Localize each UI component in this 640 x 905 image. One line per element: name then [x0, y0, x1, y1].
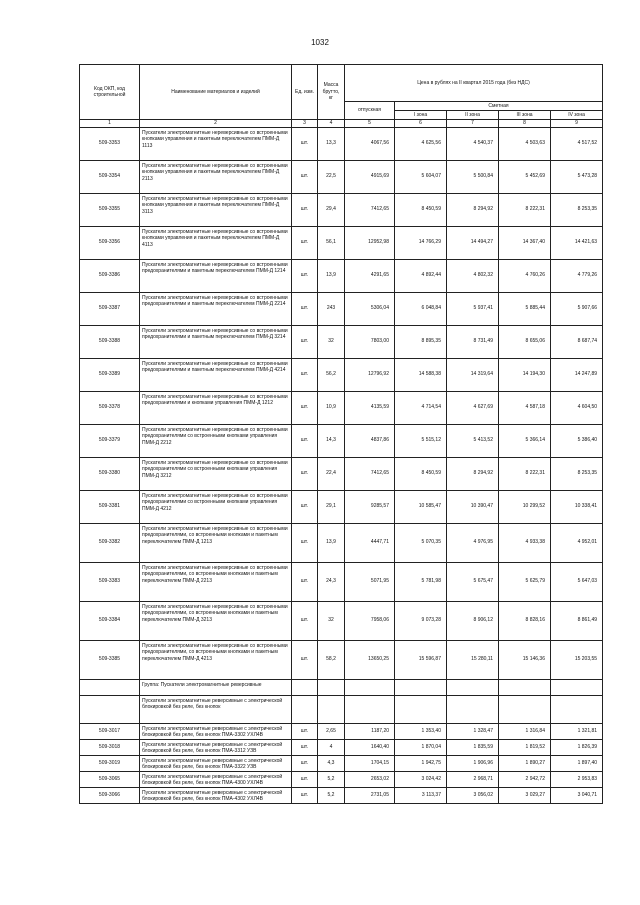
cell-price-zone-1: 4 892,44 [395, 259, 447, 292]
cell-unit: шт. [292, 259, 318, 292]
cell-code: 509-3383 [80, 562, 140, 601]
col-number: 9 [551, 120, 603, 128]
cell-price-zone-3: 8 222,31 [499, 193, 551, 226]
table-row [80, 523, 603, 562]
cell-price-zone-2: 4 976,95 [447, 523, 499, 562]
cell-price-zone-4: 4 779,26 [551, 259, 603, 292]
cell-code: 509-3379 [80, 424, 140, 457]
cell-unit: шт. [292, 160, 318, 193]
cell-price-otpusk: 1187,20 [345, 723, 395, 739]
cell-code: 509-3017 [80, 723, 140, 739]
cell-price-otpusk: 9285,57 [345, 490, 395, 523]
cell-name: Пускатели электромагнитные нереверсивные со встроенными предохранителями со встроенными кнопками управления ПММ-Д 2212 [140, 424, 292, 457]
table-row [80, 292, 603, 325]
cell-unit [292, 679, 318, 695]
cell-price-zone-2: 2 968,71 [447, 771, 499, 787]
cell-price-zone-3: 5 885,44 [499, 292, 551, 325]
cell-mass [318, 695, 345, 723]
table-row [80, 601, 603, 640]
cell-price-zone-3: 8 655,06 [499, 325, 551, 358]
cell-code: 509-3019 [80, 755, 140, 771]
col-number: 4 [318, 120, 345, 128]
cell-price-zone-4: 5 907,66 [551, 292, 603, 325]
cell-price-zone-2: 5 675,47 [447, 562, 499, 601]
cell-code: 509-3382 [80, 523, 140, 562]
cell-price-zone-3: 14 367,40 [499, 226, 551, 259]
cell-code [80, 695, 140, 723]
cell-price-zone-2: 8 294,92 [447, 457, 499, 490]
cell-mass: 29,4 [318, 193, 345, 226]
cell-price-zone-3: 5 452,69 [499, 160, 551, 193]
cell-code: 509-3354 [80, 160, 140, 193]
cell-unit: шт. [292, 325, 318, 358]
table-row [80, 787, 603, 803]
cell-price-zone-1: 8 895,35 [395, 325, 447, 358]
cell-price-zone-3: 8 828,16 [499, 601, 551, 640]
price-table [79, 64, 603, 804]
cell-price-zone-4: 1 897,40 [551, 755, 603, 771]
cell-code: 509-3386 [80, 259, 140, 292]
cell-mass: 29,1 [318, 490, 345, 523]
cell-mass: 4 [318, 739, 345, 755]
col-number: 5 [345, 120, 395, 128]
cell-mass: 14,3 [318, 424, 345, 457]
cell-price-otpusk: 2653,02 [345, 771, 395, 787]
cell-unit: шт. [292, 391, 318, 424]
cell-price-zone-3: 5 366,14 [499, 424, 551, 457]
cell-name: Пускатели электромагнитные нереверсивные со встроенными кнопками управления и пакетным переключателем ПММ-Д 2113 [140, 160, 292, 193]
cell-price-zone-2: 8 294,92 [447, 193, 499, 226]
table-row [80, 193, 603, 226]
table-row [80, 259, 603, 292]
cell-code: 509-3380 [80, 457, 140, 490]
cell-price-zone-1: 1 942,75 [395, 755, 447, 771]
cell-price-zone-3: 2 942,72 [499, 771, 551, 787]
cell-code: 509-3066 [80, 787, 140, 803]
header-zone-2: II зона [447, 111, 499, 120]
cell-code: 509-3378 [80, 391, 140, 424]
cell-price-zone-4: 5 647,03 [551, 562, 603, 601]
table-row [80, 325, 603, 358]
cell-price-zone-4: 4 604,50 [551, 391, 603, 424]
cell-price-zone-2 [447, 695, 499, 723]
cell-price-zone-2: 14 494,27 [447, 226, 499, 259]
table-row [80, 127, 603, 160]
cell-price-zone-2 [447, 679, 499, 695]
cell-price-otpusk: 13650,25 [345, 640, 395, 679]
cell-price-zone-3: 8 222,31 [499, 457, 551, 490]
cell-price-zone-1: 6 048,84 [395, 292, 447, 325]
cell-price-zone-1: 5 515,12 [395, 424, 447, 457]
table-row [80, 391, 603, 424]
cell-price-zone-1: 10 585,47 [395, 490, 447, 523]
cell-name: Пускатели электромагнитные нереверсивные со встроенными кнопками управления и пакетным переключателем ПММ-Д 3113 [140, 193, 292, 226]
cell-price-zone-1: 8 450,59 [395, 457, 447, 490]
cell-unit: шт. [292, 358, 318, 391]
cell-price-zone-2: 4 627,69 [447, 391, 499, 424]
cell-mass [318, 679, 345, 695]
table-row [80, 358, 603, 391]
cell-price-zone-4: 14 247,89 [551, 358, 603, 391]
header-zone-1: I зона [395, 111, 447, 120]
col-number: 3 [292, 120, 318, 128]
cell-unit: шт. [292, 490, 318, 523]
cell-price-zone-4: 15 203,55 [551, 640, 603, 679]
cell-price-zone-4: 5 473,28 [551, 160, 603, 193]
cell-name: Пускатели электромагнитные реверсивные с электрической блокировкой без реле, без кнопок ПМА-3302 УХЛ4В [140, 723, 292, 739]
col-number: 7 [447, 120, 499, 128]
cell-name: Пускатели электромагнитные реверсивные с электрической блокировкой без реле, без кнопок ПМА-4302 УХЛ4В [140, 787, 292, 803]
table-row [80, 457, 603, 490]
cell-unit: шт. [292, 739, 318, 755]
table-row [80, 695, 603, 723]
cell-code: 509-3384 [80, 601, 140, 640]
cell-price-zone-1: 4 714,54 [395, 391, 447, 424]
cell-name: Пускатели электромагнитные нереверсивные со встроенными предохранителями со встроенными кнопками управления ПММ-Д 3212 [140, 457, 292, 490]
cell-name: Пускатели электромагнитные нереверсивные со встроенными предохранителями и пакетным переключателем ПММ-Д 4214 [140, 358, 292, 391]
cell-price-zone-3: 1 316,84 [499, 723, 551, 739]
cell-unit: шт. [292, 523, 318, 562]
cell-price-zone-1: 5 070,35 [395, 523, 447, 562]
cell-price-otpusk: 7412,65 [345, 193, 395, 226]
cell-price-zone-2: 8 906,12 [447, 601, 499, 640]
cell-price-zone-2: 8 731,49 [447, 325, 499, 358]
cell-code: 509-3356 [80, 226, 140, 259]
cell-name: Пускатели электромагнитные нереверсивные со встроенными предохранителями, со встроенными кнопками и пакетным переключателем ПММ-Д 3213 [140, 601, 292, 640]
cell-unit: шт. [292, 640, 318, 679]
cell-price-zone-2: 10 390,47 [447, 490, 499, 523]
cell-price-zone-3 [499, 695, 551, 723]
cell-unit: шт. [292, 457, 318, 490]
cell-price-zone-4: 4 517,52 [551, 127, 603, 160]
table-row [80, 771, 603, 787]
cell-price-zone-2: 5 937,41 [447, 292, 499, 325]
cell-mass: 22,4 [318, 457, 345, 490]
header-unit: Ед. изм. [292, 65, 318, 120]
header-zone-3: III зона [499, 111, 551, 120]
cell-price-zone-1 [395, 695, 447, 723]
cell-unit: шт. [292, 601, 318, 640]
cell-price-zone-4: 4 952,01 [551, 523, 603, 562]
cell-name: Пускатели электромагнитные нереверсивные со встроенными кнопками управления и пакетным переключателем ПММ-Д 1113 [140, 127, 292, 160]
cell-price-otpusk: 4135,59 [345, 391, 395, 424]
cell-price-otpusk: 5071,95 [345, 562, 395, 601]
cell-unit: шт. [292, 755, 318, 771]
cell-price-zone-4: 8 687,74 [551, 325, 603, 358]
cell-price-otpusk: 2731,05 [345, 787, 395, 803]
cell-code: 509-3389 [80, 358, 140, 391]
cell-name: Пускатели электромагнитные реверсивные с электрической блокировкой без реле, без кнопок [140, 695, 292, 723]
cell-price-zone-1: 1 353,40 [395, 723, 447, 739]
cell-price-zone-4: 1 321,81 [551, 723, 603, 739]
cell-name: Группа: Пускатели электромагнитные реверсивные [140, 679, 292, 695]
cell-code [80, 679, 140, 695]
cell-name: Пускатели электромагнитные реверсивные с электрической блокировкой без реле, без кнопок ПМА-3322 УЗВ [140, 755, 292, 771]
cell-mass: 32 [318, 601, 345, 640]
cell-price-zone-1: 5 604,07 [395, 160, 447, 193]
cell-name: Пускатели электромагнитные нереверсивные со встроенными предохранителями со встроенными кнопками управления ПММ-Д 4212 [140, 490, 292, 523]
cell-price-zone-2: 1 835,59 [447, 739, 499, 755]
cell-price-zone-4: 5 386,40 [551, 424, 603, 457]
table-row [80, 679, 603, 695]
col-number: 6 [395, 120, 447, 128]
cell-mass: 56,2 [318, 358, 345, 391]
cell-mass: 4,3 [318, 755, 345, 771]
cell-price-zone-3: 15 146,36 [499, 640, 551, 679]
cell-price-zone-1: 1 870,04 [395, 739, 447, 755]
cell-price-zone-1: 4 625,56 [395, 127, 447, 160]
cell-price-otpusk: 12952,98 [345, 226, 395, 259]
cell-code: 509-3387 [80, 292, 140, 325]
cell-unit: шт. [292, 292, 318, 325]
cell-code: 509-3355 [80, 193, 140, 226]
col-number: 2 [140, 120, 292, 128]
table-row [80, 424, 603, 457]
cell-price-zone-1: 8 450,59 [395, 193, 447, 226]
header-okp: Код ОКП, код строительной [80, 65, 140, 120]
cell-price-zone-1 [395, 679, 447, 695]
cell-code: 509-3381 [80, 490, 140, 523]
cell-price-zone-3: 10 299,52 [499, 490, 551, 523]
cell-price-otpusk: 4447,71 [345, 523, 395, 562]
cell-price-otpusk [345, 679, 395, 695]
cell-unit: шт. [292, 226, 318, 259]
cell-price-otpusk: 4291,65 [345, 259, 395, 292]
cell-price-zone-3: 14 194,30 [499, 358, 551, 391]
table-row [80, 160, 603, 193]
header-name: Наименование материалов и изделий [140, 65, 292, 120]
cell-unit: шт. [292, 771, 318, 787]
header-mass: Масса брутто, кг [318, 65, 345, 120]
cell-code: 509-3065 [80, 771, 140, 787]
cell-name: Пускатели электромагнитные реверсивные с электрической блокировкой без реле, без кнопок ПМА-4300 УХЛ4В [140, 771, 292, 787]
cell-price-zone-3: 4 503,63 [499, 127, 551, 160]
cell-price-zone-2: 3 056,02 [447, 787, 499, 803]
cell-price-zone-2: 4 802,32 [447, 259, 499, 292]
table-row [80, 723, 603, 739]
cell-price-otpusk: 4067,56 [345, 127, 395, 160]
cell-price-zone-4: 2 953,83 [551, 771, 603, 787]
cell-name: Пускатели электромагнитные нереверсивные со встроенными предохранителями и пакетным переключателем ПММ-Д 1214 [140, 259, 292, 292]
cell-price-zone-4: 8 861,49 [551, 601, 603, 640]
cell-price-zone-4: 1 826,39 [551, 739, 603, 755]
cell-price-zone-1: 3 024,42 [395, 771, 447, 787]
cell-price-otpusk [345, 695, 395, 723]
cell-price-otpusk: 7958,06 [345, 601, 395, 640]
cell-mass: 13,9 [318, 259, 345, 292]
cell-code: 509-3388 [80, 325, 140, 358]
header-otpusk: отпускная [345, 102, 395, 120]
cell-unit: шт. [292, 562, 318, 601]
cell-price-otpusk: 4915,69 [345, 160, 395, 193]
cell-price-zone-2: 4 540,37 [447, 127, 499, 160]
cell-name: Пускатели электромагнитные нереверсивные со встроенными предохранителями, со встроенными кнопками и пакетным переключателем ПММ-Д 2213 [140, 562, 292, 601]
cell-price-zone-3: 5 625,79 [499, 562, 551, 601]
cell-mass: 13,9 [318, 523, 345, 562]
cell-name: Пускатели электромагнитные нереверсивные со встроенными предохранителями, со встроенными кнопками и пакетным переключателем ПММ-Д 4213 [140, 640, 292, 679]
cell-unit [292, 695, 318, 723]
cell-price-otpusk: 7803,00 [345, 325, 395, 358]
cell-price-zone-4: 14 421,63 [551, 226, 603, 259]
cell-price-otpusk: 5306,04 [345, 292, 395, 325]
cell-price-zone-1: 14 766,29 [395, 226, 447, 259]
cell-name: Пускатели электромагнитные нереверсивные со встроенными предохранителями и пакетным переключателем ПММ-Д 2214 [140, 292, 292, 325]
table-row [80, 490, 603, 523]
cell-mass: 5,2 [318, 787, 345, 803]
cell-mass: 13,3 [318, 127, 345, 160]
table-row [80, 640, 603, 679]
cell-mass: 5,2 [318, 771, 345, 787]
cell-price-zone-2: 15 280,11 [447, 640, 499, 679]
cell-price-zone-3: 4 933,38 [499, 523, 551, 562]
cell-unit: шт. [292, 787, 318, 803]
col-number: 1 [80, 120, 140, 128]
cell-price-zone-2: 1 906,96 [447, 755, 499, 771]
cell-code: 509-3018 [80, 739, 140, 755]
cell-price-zone-4: 3 040,71 [551, 787, 603, 803]
header-price-title: Цена в рублях на II квартал 2015 года (без НДС) [345, 65, 603, 102]
cell-mass: 56,1 [318, 226, 345, 259]
cell-price-zone-3: 3 029,27 [499, 787, 551, 803]
cell-mass: 32 [318, 325, 345, 358]
cell-price-zone-4 [551, 695, 603, 723]
cell-code: 509-3353 [80, 127, 140, 160]
cell-name: Пускатели электромагнитные нереверсивные со встроенными кнопками управления и пакетным переключателем ПММ-Д 4113 [140, 226, 292, 259]
cell-price-zone-1: 15 596,87 [395, 640, 447, 679]
cell-unit: шт. [292, 127, 318, 160]
table-row [80, 755, 603, 771]
cell-mass: 243 [318, 292, 345, 325]
cell-price-zone-2: 5 413,52 [447, 424, 499, 457]
cell-name: Пускатели электромагнитные нереверсивные со встроенными предохранителями, со встроенными кнопками и пакетным переключателем ПММ-Д 1213 [140, 523, 292, 562]
table-row [80, 739, 603, 755]
cell-price-zone-4 [551, 679, 603, 695]
cell-price-zone-1: 9 073,28 [395, 601, 447, 640]
cell-price-zone-3: 1 819,52 [499, 739, 551, 755]
table-row [80, 562, 603, 601]
cell-mass: 24,3 [318, 562, 345, 601]
cell-price-zone-2: 14 319,64 [447, 358, 499, 391]
cell-price-zone-1: 3 113,37 [395, 787, 447, 803]
cell-price-zone-2: 5 500,84 [447, 160, 499, 193]
cell-mass: 22,5 [318, 160, 345, 193]
table-row [80, 226, 603, 259]
cell-name: Пускатели электромагнитные реверсивные с электрической блокировкой без реле, без кнопок ПМА-3312 УЗВ [140, 739, 292, 755]
cell-price-zone-3: 4 760,26 [499, 259, 551, 292]
cell-price-otpusk: 7412,65 [345, 457, 395, 490]
header-zone-4: IV зона [551, 111, 603, 120]
cell-code: 509-3385 [80, 640, 140, 679]
cell-mass: 58,2 [318, 640, 345, 679]
cell-price-zone-3 [499, 679, 551, 695]
header-smetnaya: Сметная [395, 102, 603, 111]
cell-unit: шт. [292, 193, 318, 226]
cell-price-zone-3: 4 587,18 [499, 391, 551, 424]
cell-mass: 10,9 [318, 391, 345, 424]
cell-price-zone-1: 14 588,38 [395, 358, 447, 391]
cell-price-zone-4: 10 338,41 [551, 490, 603, 523]
cell-price-otpusk: 12796,92 [345, 358, 395, 391]
cell-price-zone-1: 5 781,98 [395, 562, 447, 601]
cell-price-otpusk: 1640,40 [345, 739, 395, 755]
page-number: 1032 [311, 38, 329, 47]
cell-name: Пускатели электромагнитные нереверсивные со встроенными предохранителями и пакетным переключателем ПММ-Д 3214 [140, 325, 292, 358]
cell-unit: шт. [292, 723, 318, 739]
cell-mass: 2,65 [318, 723, 345, 739]
cell-name: Пускатели электромагнитные нереверсивные со встроенными предохранителями и кнопками управления ПММ-Д 1212 [140, 391, 292, 424]
cell-price-otpusk: 4837,86 [345, 424, 395, 457]
cell-price-zone-4: 8 253,35 [551, 457, 603, 490]
cell-price-otpusk: 1704,15 [345, 755, 395, 771]
col-number: 8 [499, 120, 551, 128]
cell-price-zone-3: 1 890,27 [499, 755, 551, 771]
cell-price-zone-4: 8 253,35 [551, 193, 603, 226]
cell-unit: шт. [292, 424, 318, 457]
cell-price-zone-2: 1 328,47 [447, 723, 499, 739]
